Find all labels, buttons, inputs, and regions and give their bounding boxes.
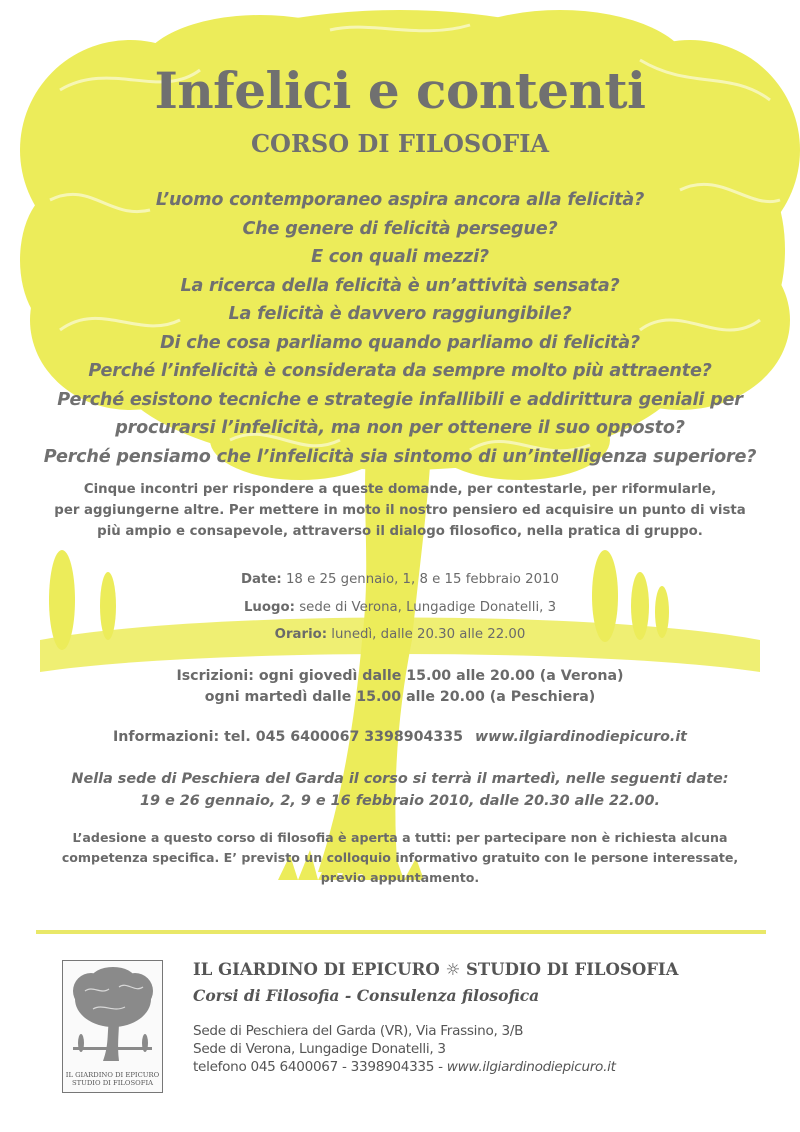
logo-text-name: IL GIARDINO DI EPICURO: [65, 1071, 160, 1079]
intro-line: per aggiungerne altre. Per mettere in moto il nostro pensiero ed acquisire un punto di vista: [54, 503, 746, 518]
peschiera-line: 19 e 26 gennaio, 2, 9 e 16 febbraio 2010, dalle 20.30 alle 22.00.: [139, 793, 661, 809]
organization-name: [193, 958, 678, 982]
question-line: E con quali mezzi?: [311, 247, 489, 267]
footer-phone: telefono 045 6400067 - 3398904335 -: [193, 1059, 447, 1075]
intro-line: più ampio e consapevole, attraverso il dialogo filosofico, nella pratica di gruppo.: [97, 524, 703, 539]
question-line: Di che cosa parliamo quando parliamo di felicità?: [160, 332, 640, 353]
course-dates: [0, 569, 800, 590]
contact-info: [0, 727, 800, 748]
questions-block: [0, 186, 800, 471]
question-line: L’uomo contemporaneo aspira ancora alla felicità?: [155, 190, 645, 210]
website-link[interactable]: www.ilgiardinodiepicuro.it: [475, 729, 687, 745]
page-title: Infelici e contenti: [154, 61, 646, 120]
logo-text-studio: STUDIO DI FILOSOFIA: [71, 1079, 154, 1087]
place-value: sede di Verona, Lungadige Donatelli, 3: [294, 600, 557, 615]
date-value: 18 e 25 gennaio, 1, 8 e 15 febbraio 2010: [281, 572, 559, 587]
intro-line: Cinque incontri per rispondere a queste domande, per contestarle, per riformularle,: [83, 482, 717, 497]
question-line: La felicità è davvero raggiungibile?: [228, 304, 572, 324]
course-schedule: [0, 624, 800, 645]
footer-divider: [36, 930, 766, 934]
peschiera-line: Nella sede di Peschiera del Garda il corso si terrà il martedì, nelle seguenti date:: [71, 771, 729, 787]
peschiera-schedule: [0, 768, 800, 812]
participation-note: [0, 828, 800, 888]
date-label: Date:: [241, 572, 282, 587]
organization-tagline: Corsi di Filosofia - Consulenza filosofica: [193, 986, 540, 1005]
place-label: Luogo:: [243, 600, 295, 615]
contact-phones: Informazioni: tel. 045 6400067 3398904335: [113, 729, 464, 745]
org-name-part2: STUDIO DI FILOSOFIA: [466, 960, 679, 979]
course-location: [0, 597, 800, 618]
enroll-line: ogni martedì dalle 15.00 alle 20.00 (a Peschiera): [204, 689, 596, 705]
enroll-line: Iscrizioni: ogni giovedì dalle 15.00 alle 20.00 (a Verona): [176, 668, 624, 684]
sun-icon: ☼: [445, 960, 461, 979]
enrollment-info: [0, 666, 800, 708]
question-line: Perché l’infelicità è considerata da sempre molto più attraente?: [88, 361, 712, 381]
note-line: L’adesione a questo corso di filosofia è aperta a tutti: per partecipare non è richiesta alcuna: [72, 830, 728, 845]
address-verona: Sede di Verona, Lungadige Donatelli, 3: [193, 1041, 446, 1057]
address-peschiera: Sede di Peschiera del Garda (VR), Via Frassino, 3/B: [193, 1023, 524, 1039]
footer-phone-web: [193, 1058, 616, 1077]
intro-paragraph: [0, 479, 800, 542]
question-line: Che genere di felicità persegue?: [242, 218, 558, 239]
logo-tree-icon: [63, 961, 162, 1071]
time-label: Orario:: [274, 627, 328, 642]
course-subtitle: CORSO DI FILOSOFIA: [250, 129, 550, 158]
footer-website-link[interactable]: www.ilgiardinodiepicuro.it: [446, 1059, 616, 1075]
note-line: previo appuntamento.: [320, 870, 480, 885]
question-line: La ricerca della felicità è un’attività sensata?: [180, 275, 620, 296]
logo: [62, 960, 163, 1093]
question-line: Perché pensiamo che l’infelicità sia sintomo di un’intelligenza superiore?: [43, 446, 757, 467]
question-line: Perché esistono tecniche e strategie infallibili e addirittura geniali per: [57, 389, 743, 410]
org-name-part1: IL GIARDINO DI EPICURO: [193, 960, 440, 979]
note-line: competenza specifica. E’ previsto un colloquio informativo gratuito con le persone interessate,: [61, 850, 739, 865]
time-value: lunedì, dalle 20.30 alle 22.00: [327, 627, 526, 642]
question-line: procurarsi l’infelicità, ma non per ottenere il suo opposto?: [115, 418, 685, 438]
